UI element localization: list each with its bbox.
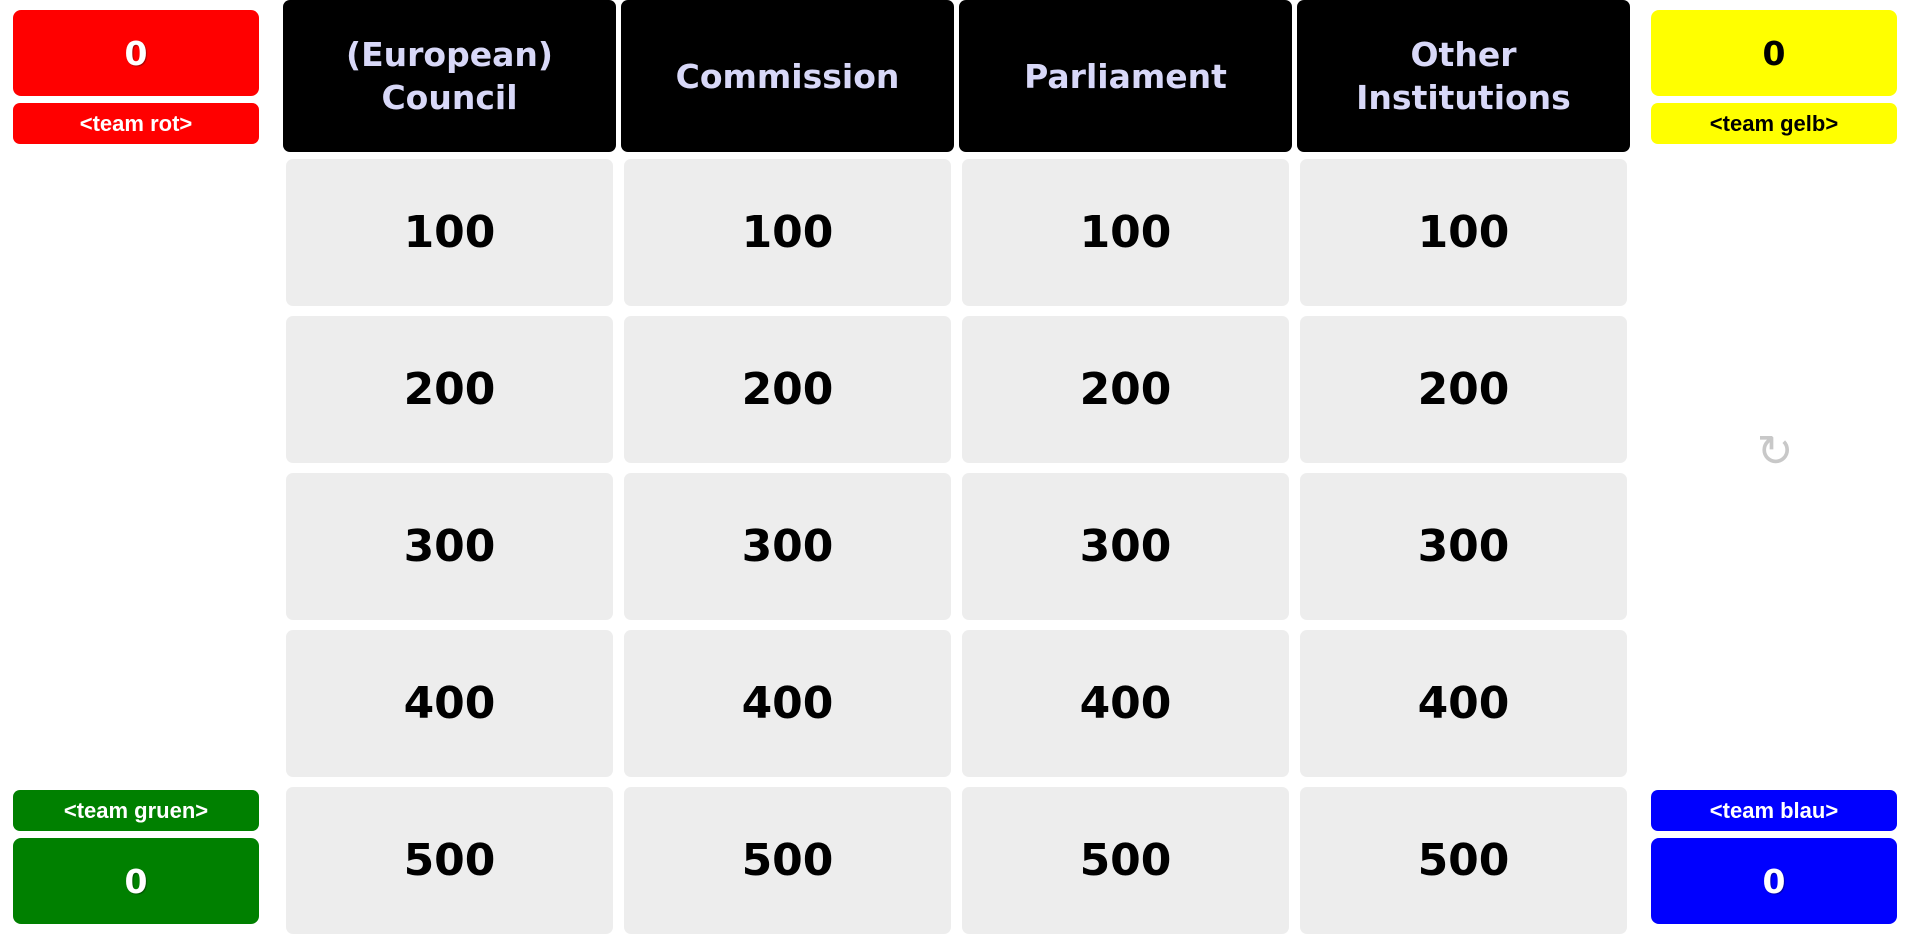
team-red-panel (13, 10, 259, 144)
team-green-score[interactable]: 0 (13, 838, 259, 924)
question-tile[interactable]: 400 (1300, 630, 1627, 777)
game-board (283, 0, 1630, 934)
category-header-row (283, 0, 1630, 152)
question-tile[interactable]: 400 (962, 630, 1289, 777)
question-tile[interactable]: 400 (286, 630, 613, 777)
question-tile[interactable]: 100 (286, 159, 613, 306)
team-green-panel (13, 790, 259, 924)
question-tile[interactable]: 500 (624, 787, 951, 934)
category-header: (European) Council (283, 0, 616, 152)
team-yellow-name[interactable]: <team gelb> (1651, 103, 1897, 144)
question-tile[interactable]: 400 (624, 630, 951, 777)
team-blue-name[interactable]: <team blau> (1651, 790, 1897, 831)
question-tile[interactable]: 100 (962, 159, 1289, 306)
question-tile[interactable]: 200 (624, 316, 951, 463)
category-header: Parliament (959, 0, 1292, 152)
team-blue-panel (1651, 790, 1897, 924)
category-header: Commission (621, 0, 954, 152)
question-tile[interactable]: 100 (1300, 159, 1627, 306)
question-tile[interactable]: 500 (1300, 787, 1627, 934)
team-blue-score[interactable]: 0 (1651, 838, 1897, 924)
question-tile[interactable]: 300 (624, 473, 951, 620)
team-red-score[interactable]: 0 (13, 10, 259, 96)
team-green-name[interactable]: <team gruen> (13, 790, 259, 831)
question-tile[interactable]: 500 (962, 787, 1289, 934)
team-yellow-panel (1651, 10, 1897, 144)
question-tile[interactable]: 300 (962, 473, 1289, 620)
refresh-icon[interactable]: ↻ (1756, 425, 1794, 477)
question-tile[interactable]: 300 (1300, 473, 1627, 620)
category-header: Other Institutions (1297, 0, 1630, 152)
question-tile[interactable]: 500 (286, 787, 613, 934)
question-tile[interactable]: 100 (624, 159, 951, 306)
question-tile[interactable]: 200 (286, 316, 613, 463)
question-tile[interactable]: 300 (286, 473, 613, 620)
question-grid (286, 159, 1630, 934)
question-tile[interactable]: 200 (1300, 316, 1627, 463)
question-tile[interactable]: 200 (962, 316, 1289, 463)
team-yellow-score[interactable]: 0 (1651, 10, 1897, 96)
team-red-name[interactable]: <team rot> (13, 103, 259, 144)
